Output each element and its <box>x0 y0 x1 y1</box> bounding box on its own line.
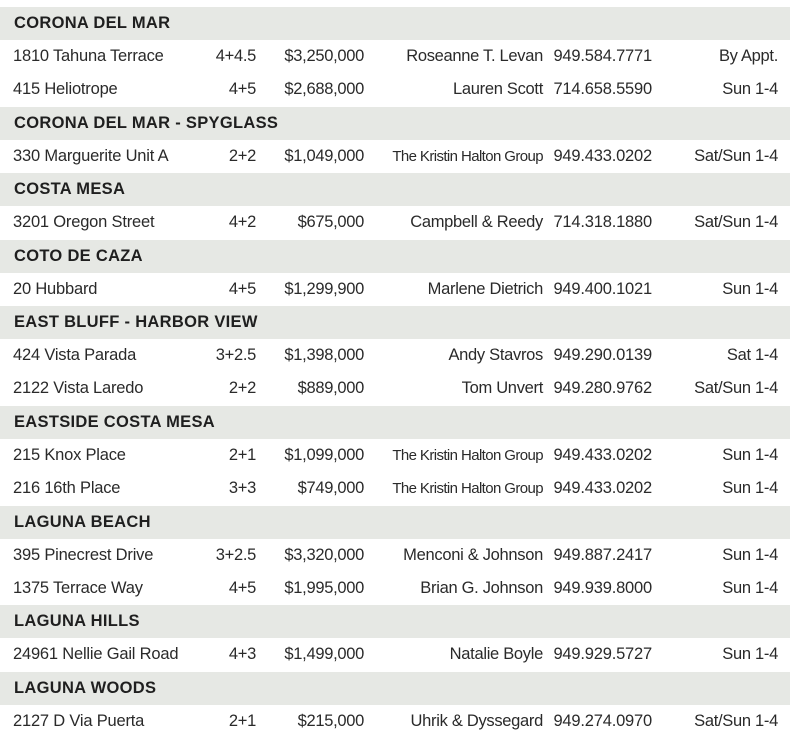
listing-open-time: Sat 1-4 <box>726 345 778 364</box>
listing-open-time: By Appt. <box>718 47 778 65</box>
listing-row <box>0 40 790 73</box>
listing-bed-bath: 4+4.5 <box>215 47 256 65</box>
listing-bed-bath: 3+2.5 <box>215 545 256 564</box>
listing-bed-bath: 2+2 <box>228 379 256 398</box>
listing-agent: Uhrik & Dyssegard <box>410 711 543 730</box>
listing-price: $1,995,000 <box>284 578 364 597</box>
listing-agent: Andy Stavros <box>448 345 543 364</box>
listing-agent: The Kristin Halton Group <box>392 480 543 498</box>
listing-bed-bath: 2+1 <box>228 445 256 464</box>
listing-agent: Natalie Boyle <box>449 645 543 664</box>
listing-open-time: Sun 1-4 <box>722 578 778 597</box>
listing-phone: 949.584.7771 <box>553 47 652 65</box>
listing-address: 424 Vista Parada <box>13 345 137 364</box>
listing-phone: 949.274.0970 <box>553 711 652 730</box>
listing-open-time: Sun 1-4 <box>722 445 778 464</box>
listing-address: 20 Hubbard <box>13 279 98 298</box>
section-header: COSTA MESA <box>0 173 790 206</box>
section-header: LAGUNA WOODS <box>0 672 790 705</box>
listing-price: $215,000 <box>297 711 364 730</box>
listing-address: 216 16th Place <box>13 479 121 498</box>
listing-bed-bath: 4+5 <box>228 578 256 597</box>
listing-open-time: Sat/Sun 1-4 <box>694 146 778 165</box>
listing-price: $1,099,000 <box>284 445 364 464</box>
open-house-listing <box>0 7 790 738</box>
listing-row <box>0 705 790 738</box>
section-header: COTO DE CAZA <box>0 240 790 273</box>
listing-open-time: Sat/Sun 1-4 <box>694 213 778 232</box>
listing-phone: 949.433.0202 <box>553 445 652 464</box>
listing-phone: 949.433.0202 <box>553 479 652 498</box>
listing-price: $749,000 <box>297 479 364 498</box>
listing-price: $3,250,000 <box>284 47 364 65</box>
listing-phone: 949.929.5727 <box>553 645 652 664</box>
listing-bed-bath: 4+2 <box>228 213 256 232</box>
listing-address: 3201 Oregon Street <box>13 213 155 232</box>
listing-address: 415 Heliotrope <box>13 80 118 99</box>
listing-agent: Roseanne T. Levan <box>406 47 543 65</box>
listing-open-time: Sun 1-4 <box>722 645 778 664</box>
listing-agent: The Kristin Halton Group <box>392 147 543 165</box>
listing-price: $1,049,000 <box>284 146 364 165</box>
listing-open-time: Sun 1-4 <box>722 545 778 564</box>
listing-phone: 714.318.1880 <box>553 213 652 232</box>
listing-price: $889,000 <box>297 379 364 398</box>
listing-bed-bath: 4+3 <box>228 645 256 664</box>
listing-row <box>0 472 790 505</box>
listing-address: 2122 Vista Laredo <box>13 379 144 398</box>
listing-price: $675,000 <box>297 213 364 232</box>
listing-bed-bath: 4+5 <box>228 80 256 99</box>
listing-agent: Marlene Dietrich <box>427 279 543 298</box>
listing-phone: 949.280.9762 <box>553 379 652 398</box>
listing-row <box>0 273 790 306</box>
listing-row <box>0 638 790 671</box>
section-header: CORONA DEL MAR <box>0 7 790 40</box>
listing-open-time: Sat/Sun 1-4 <box>694 711 778 730</box>
listing-phone: 949.290.0139 <box>553 345 652 364</box>
listing-phone: 949.939.8000 <box>553 578 652 597</box>
listing-bed-bath: 3+2.5 <box>215 345 256 364</box>
listing-row <box>0 372 790 405</box>
section-header: LAGUNA HILLS <box>0 605 790 638</box>
listing-phone: 949.887.2417 <box>553 545 652 564</box>
listing-phone: 949.433.0202 <box>553 146 652 165</box>
listing-address: 1375 Terrace Way <box>13 578 143 597</box>
listing-agent: Campbell & Reedy <box>410 213 543 232</box>
listing-row <box>0 206 790 239</box>
listing-bed-bath: 2+2 <box>228 146 256 165</box>
listing-address: 330 Marguerite Unit A <box>13 146 169 165</box>
section-header: EASTSIDE COSTA MESA <box>0 406 790 439</box>
listing-address: 395 Pinecrest Drive <box>13 545 154 564</box>
listing-address: 1810 Tahuna Terrace <box>13 47 164 65</box>
listing-row <box>0 140 790 173</box>
listing-price: $3,320,000 <box>284 545 364 564</box>
listing-price: $1,499,000 <box>284 645 364 664</box>
listing-row <box>0 572 790 605</box>
section-header: LAGUNA BEACH <box>0 506 790 539</box>
listing-agent: Menconi & Johnson <box>403 545 543 564</box>
listing-open-time: Sun 1-4 <box>722 279 778 298</box>
listing-phone: 714.658.5590 <box>553 80 652 99</box>
listing-phone: 949.400.1021 <box>553 279 652 298</box>
listing-bed-bath: 4+5 <box>228 279 256 298</box>
listing-price: $1,299,900 <box>284 279 364 298</box>
listing-row <box>0 439 790 472</box>
listing-agent: Lauren Scott <box>453 80 543 99</box>
listing-address: 2127 D Via Puerta <box>13 711 145 730</box>
listing-row <box>0 339 790 372</box>
section-header: EAST BLUFF - HARBOR VIEW <box>0 306 790 339</box>
listing-address: 215 Knox Place <box>13 445 126 464</box>
listing-price: $1,398,000 <box>284 345 364 364</box>
listing-open-time: Sun 1-4 <box>722 479 778 498</box>
listing-row <box>0 73 790 106</box>
listing-row <box>0 539 790 572</box>
listing-bed-bath: 2+1 <box>228 711 256 730</box>
listing-agent: Tom Unvert <box>461 379 543 398</box>
listing-price: $2,688,000 <box>284 80 364 99</box>
listing-address: 24961 Nellie Gail Road <box>13 645 179 664</box>
listing-agent: Brian G. Johnson <box>420 578 543 597</box>
listing-bed-bath: 3+3 <box>228 479 256 498</box>
listing-open-time: Sat/Sun 1-4 <box>694 379 778 398</box>
listing-open-time: Sun 1-4 <box>722 80 778 99</box>
section-header: CORONA DEL MAR - SPYGLASS <box>0 107 790 140</box>
listing-agent: The Kristin Halton Group <box>392 446 543 464</box>
